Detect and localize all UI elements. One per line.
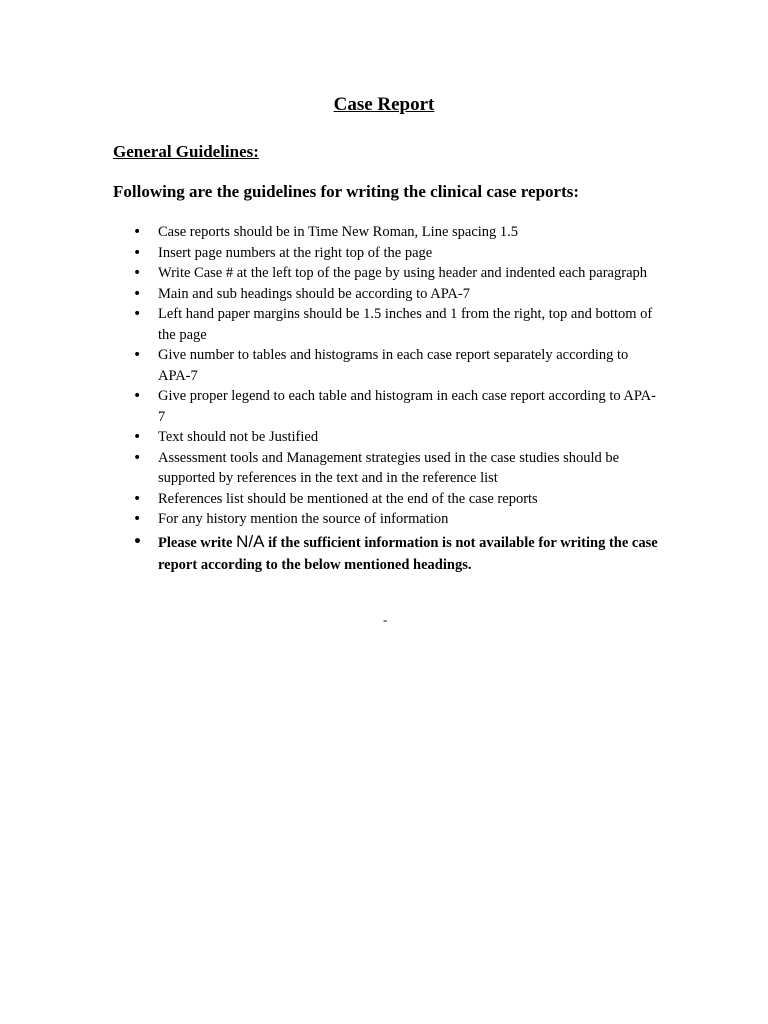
page-title: Case Report bbox=[333, 94, 435, 115]
guideline-text: Main and sub headings should be according to APA-7 bbox=[158, 285, 470, 302]
bullet-icon: • bbox=[133, 244, 142, 261]
list-item bbox=[113, 284, 658, 305]
guidelines-list bbox=[113, 222, 658, 576]
list-item bbox=[113, 386, 658, 427]
bullet-icon: • bbox=[133, 511, 142, 527]
list-item bbox=[113, 509, 658, 530]
guideline-text: Insert page numbers at the right top of the page bbox=[158, 244, 433, 261]
list-item bbox=[113, 427, 658, 448]
na-marker: N/A bbox=[236, 531, 265, 551]
trailing-dash-mark: - bbox=[383, 612, 388, 627]
bullet-icon: • bbox=[133, 285, 142, 302]
guideline-text: Text should not be Justified bbox=[158, 429, 319, 445]
list-item bbox=[113, 263, 658, 284]
list-item bbox=[113, 345, 658, 386]
list-item-na-instruction bbox=[113, 531, 658, 576]
bullet-icon: • bbox=[133, 306, 142, 322]
list-item bbox=[113, 304, 658, 345]
bullet-icon: • bbox=[133, 449, 142, 466]
guidelines-intro: Following are the guidelines for writing the clinical case reports: bbox=[113, 182, 580, 201]
guideline-text: Case reports should be in Time New Roman, Line spacing 1.5 bbox=[158, 224, 519, 240]
guideline-text: Assessment tools and Management strategies used in the case studies should be supported by references in the text and in the reference list bbox=[158, 449, 620, 486]
bullet-icon: • bbox=[133, 490, 142, 507]
bullet-icon: • bbox=[133, 347, 142, 363]
section-heading-general-guidelines: General Guidelines: bbox=[113, 142, 259, 161]
list-item bbox=[113, 222, 658, 243]
guideline-text: Give number to tables and histograms in each case report separately according to APA-7 bbox=[158, 347, 629, 384]
na-instruction-rest: if the sufficient information is not available for writing the case report according to the below mentioned headings. bbox=[158, 534, 658, 573]
bullet-icon: • bbox=[133, 429, 142, 445]
guideline-text: Give proper legend to each table and histogram in each case report according to APA-7 bbox=[158, 388, 656, 425]
bullet-icon: • bbox=[133, 533, 142, 550]
bullet-icon: • bbox=[133, 265, 142, 281]
guideline-text: Left hand paper margins should be 1.5 inches and 1 from the right, top and bottom of the page bbox=[158, 306, 653, 343]
guideline-text: For any history mention the source of information bbox=[158, 511, 449, 527]
bullet-icon: • bbox=[133, 224, 142, 240]
guideline-text: References list should be mentioned at the end of the case reports bbox=[158, 490, 538, 507]
bullet-icon: • bbox=[133, 388, 142, 404]
list-item bbox=[113, 448, 658, 489]
list-item bbox=[113, 489, 658, 510]
guideline-text: Write Case # at the left top of the page by using header and indented each paragraph bbox=[158, 265, 647, 281]
list-item bbox=[113, 243, 658, 264]
na-instruction-lead: Please write bbox=[158, 534, 237, 551]
